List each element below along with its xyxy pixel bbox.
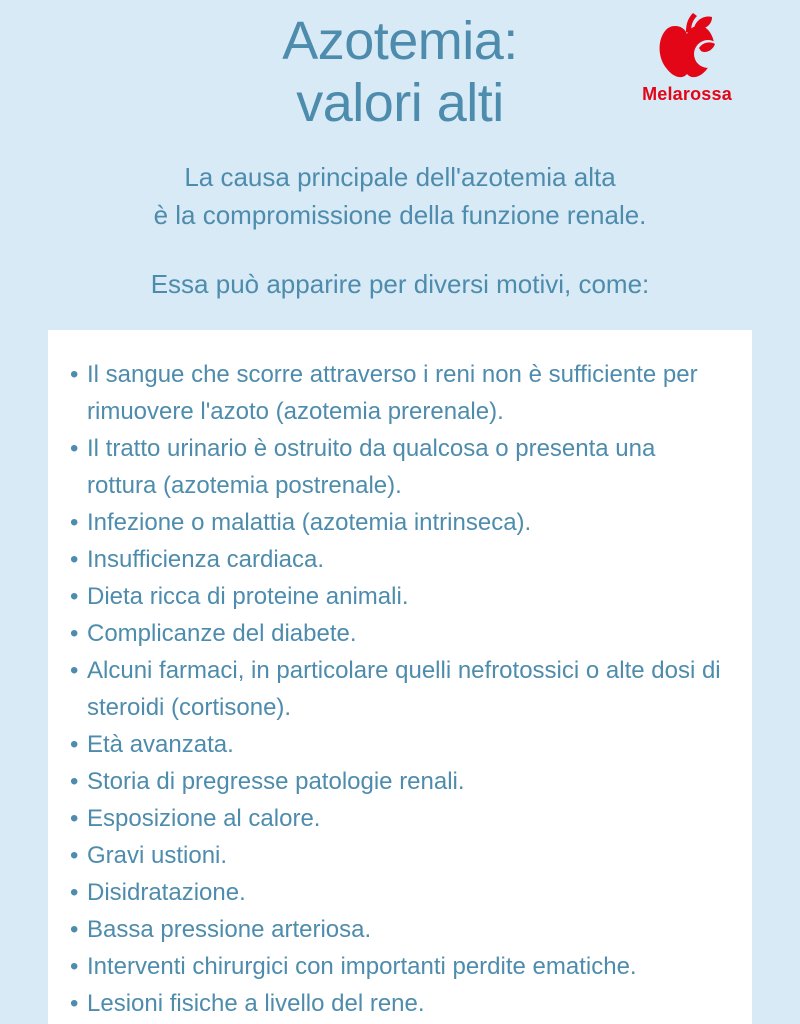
list-item-text: Lesioni fisiche a livello del rene. bbox=[87, 990, 425, 1017]
bullet-icon: • bbox=[70, 953, 79, 980]
bullet-icon: • bbox=[70, 990, 79, 1017]
list-item-text: Alcuni farmaci, in particolare quelli nefrotossici o alte dosi di steroidi (cortisone). bbox=[87, 657, 721, 721]
list-item-text: Insufficienza cardiaca. bbox=[87, 546, 325, 573]
causes-list bbox=[70, 356, 730, 1022]
bullet-icon: • bbox=[70, 583, 79, 610]
list-item bbox=[70, 578, 730, 615]
list-item bbox=[70, 874, 730, 911]
list-item bbox=[70, 800, 730, 837]
apple-icon bbox=[657, 12, 717, 82]
list-item-text: Storia di pregresse patologie renali. bbox=[87, 768, 465, 795]
list-item bbox=[70, 356, 730, 430]
bullet-icon: • bbox=[70, 435, 79, 462]
bullet-icon: • bbox=[70, 731, 79, 758]
list-item bbox=[70, 911, 730, 948]
causes-card bbox=[48, 330, 752, 1024]
list-item bbox=[70, 726, 730, 763]
subtitle-line1: La causa principale dell'azotemia alta bbox=[184, 162, 616, 192]
list-item bbox=[70, 504, 730, 541]
list-item-text: Complicanze del diabete. bbox=[87, 620, 357, 647]
bullet-icon: • bbox=[70, 768, 79, 795]
list-item bbox=[70, 652, 730, 726]
list-item-text: Bassa pressione arteriosa. bbox=[87, 916, 372, 943]
list-item-text: Età avanzata. bbox=[87, 731, 234, 758]
list-item bbox=[70, 948, 730, 985]
bullet-icon: • bbox=[70, 657, 79, 684]
bullet-icon: • bbox=[70, 879, 79, 906]
bullet-icon: • bbox=[70, 361, 79, 388]
page-title-line1: Azotemia: bbox=[282, 11, 518, 71]
bullet-icon: • bbox=[70, 842, 79, 869]
bullet-icon: • bbox=[70, 620, 79, 647]
subtitle bbox=[0, 158, 800, 234]
list-item bbox=[70, 541, 730, 578]
list-item-text: Il tratto urinario è ostruito da qualcosa o presenta una rottura (azotemia postrenale). bbox=[87, 435, 656, 499]
list-item-text: Il sangue che scorre attraverso i reni non è sufficiente per rimuovere l'azoto (azotemia prerenale). bbox=[87, 361, 698, 425]
list-item-text: Disidratazione. bbox=[87, 879, 246, 906]
bullet-icon: • bbox=[70, 509, 79, 536]
list-item bbox=[70, 615, 730, 652]
list-item bbox=[70, 763, 730, 800]
list-item-text: Interventi chirurgici con importanti perdite ematiche. bbox=[87, 953, 637, 980]
list-item-text: Infezione o malattia (azotemia intrinseca). bbox=[87, 509, 532, 536]
page-title-line2: valori alti bbox=[296, 73, 504, 133]
subtitle-line2: è la compromissione della funzione renale. bbox=[153, 200, 647, 230]
list-item-text: Gravi ustioni. bbox=[87, 842, 228, 869]
bullet-icon: • bbox=[70, 916, 79, 943]
list-item-text: Dieta ricca di proteine animali. bbox=[87, 583, 409, 610]
brand-name: Melarossa bbox=[642, 84, 732, 104]
bullet-icon: • bbox=[70, 546, 79, 573]
list-item-text: Esposizione al calore. bbox=[87, 805, 321, 832]
melarossa-logo bbox=[632, 12, 742, 105]
list-item bbox=[70, 985, 730, 1022]
list-item bbox=[70, 430, 730, 504]
list-item bbox=[70, 837, 730, 874]
intro-line: Essa può apparire per diversi motivi, come: bbox=[150, 269, 650, 299]
bullet-icon: • bbox=[70, 805, 79, 832]
